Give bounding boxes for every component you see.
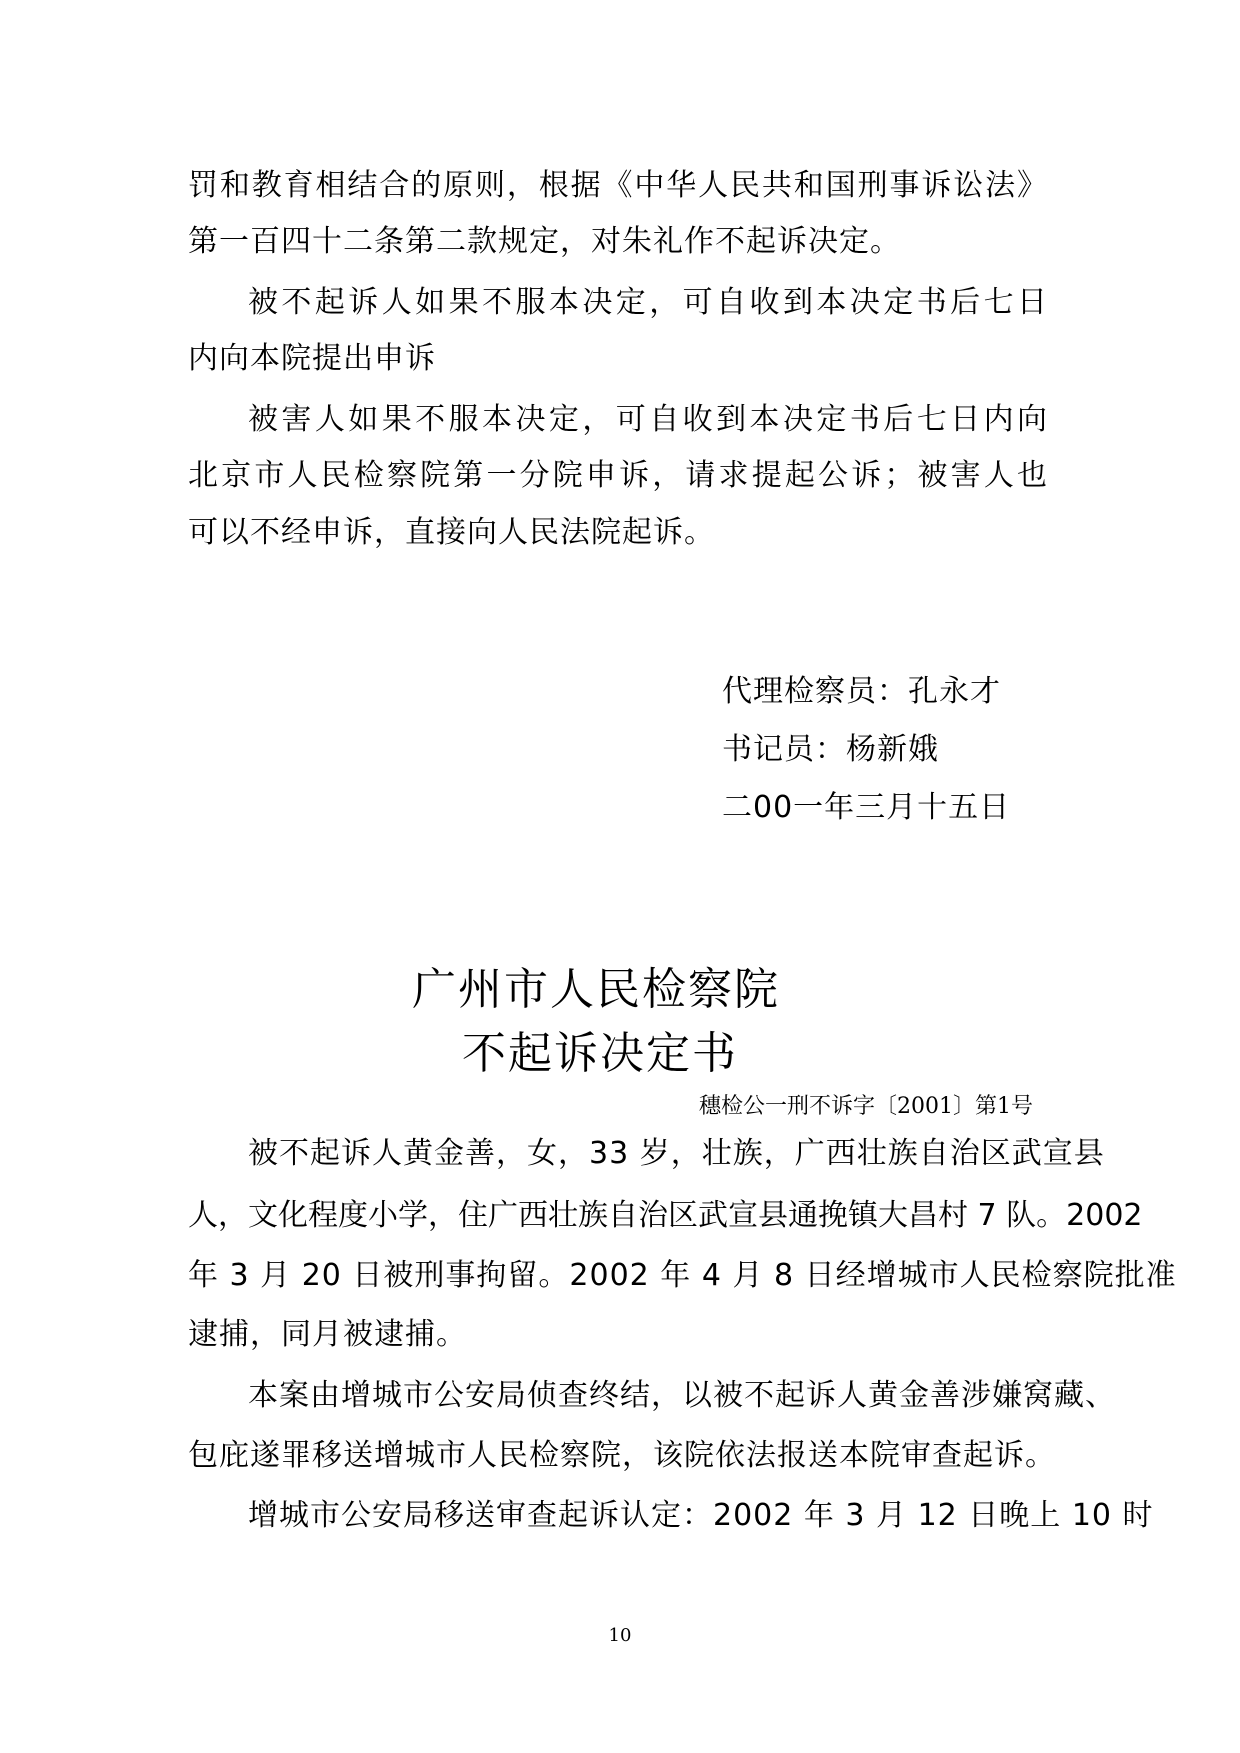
paragraph-line: 人，文化程度小学，住广西壮族自治区武宣县通挽镇大昌村 7 队。2002	[188, 1198, 1143, 1233]
paragraph-line: 本案由增城市公安局侦查终结，以被不起诉人黄金善涉嫌窝藏、	[248, 1378, 1116, 1413]
paragraph-line: 增城市公安局移送审查起诉认定：2002 年 3 月 12 日晚上 10 时	[248, 1498, 1154, 1533]
document-number: 穗检公一刑不诉字〔2001〕第1号	[699, 1094, 1033, 1119]
paragraph-line: 可以不经申诉，直接向人民法院起诉。	[188, 515, 715, 550]
paragraph-line: 逮捕，同月被逮捕。	[188, 1317, 467, 1352]
paragraph-line: 年 3 月 20 日被刑事拘留。2002 年 4 月 8 日经增城市人民检察院批准	[188, 1258, 1177, 1293]
paragraph-line: 被害人如果不服本决定，可自收到本决定书后七日内向	[248, 402, 1048, 437]
signature-date: 二00一年三月十五日	[722, 790, 1011, 825]
paragraph-line: 北京市人民检察院第一分院申诉，请求提起公诉；被害人也	[188, 458, 1048, 493]
document-title-organization: 广州市人民检察院	[412, 964, 780, 1015]
clerk-signature: 书记员：杨新娥	[722, 732, 939, 767]
paragraph-line: 内向本院提出申诉	[188, 341, 436, 376]
page-number: 10	[608, 1625, 632, 1646]
document-title-type: 不起诉决定书	[462, 1028, 738, 1079]
prosecutor-signature: 代理检察员：孔永才	[722, 674, 1001, 709]
paragraph-line: 被不起诉人黄金善，女，33 岁，壮族，广西壮族自治区武宣县	[248, 1136, 1105, 1171]
paragraph-line: 第一百四十二条第二款规定，对朱礼作不起诉决定。	[188, 224, 901, 259]
paragraph-line: 被不起诉人如果不服本决定，可自收到本决定书后七日	[248, 285, 1048, 320]
paragraph-line: 包庇遂罪移送增城市人民检察院，该院依法报送本院审查起诉。	[188, 1438, 1056, 1473]
paragraph-line: 罚和教育相结合的原则，根据《中华人民共和国刑事诉讼法》	[188, 168, 1048, 203]
